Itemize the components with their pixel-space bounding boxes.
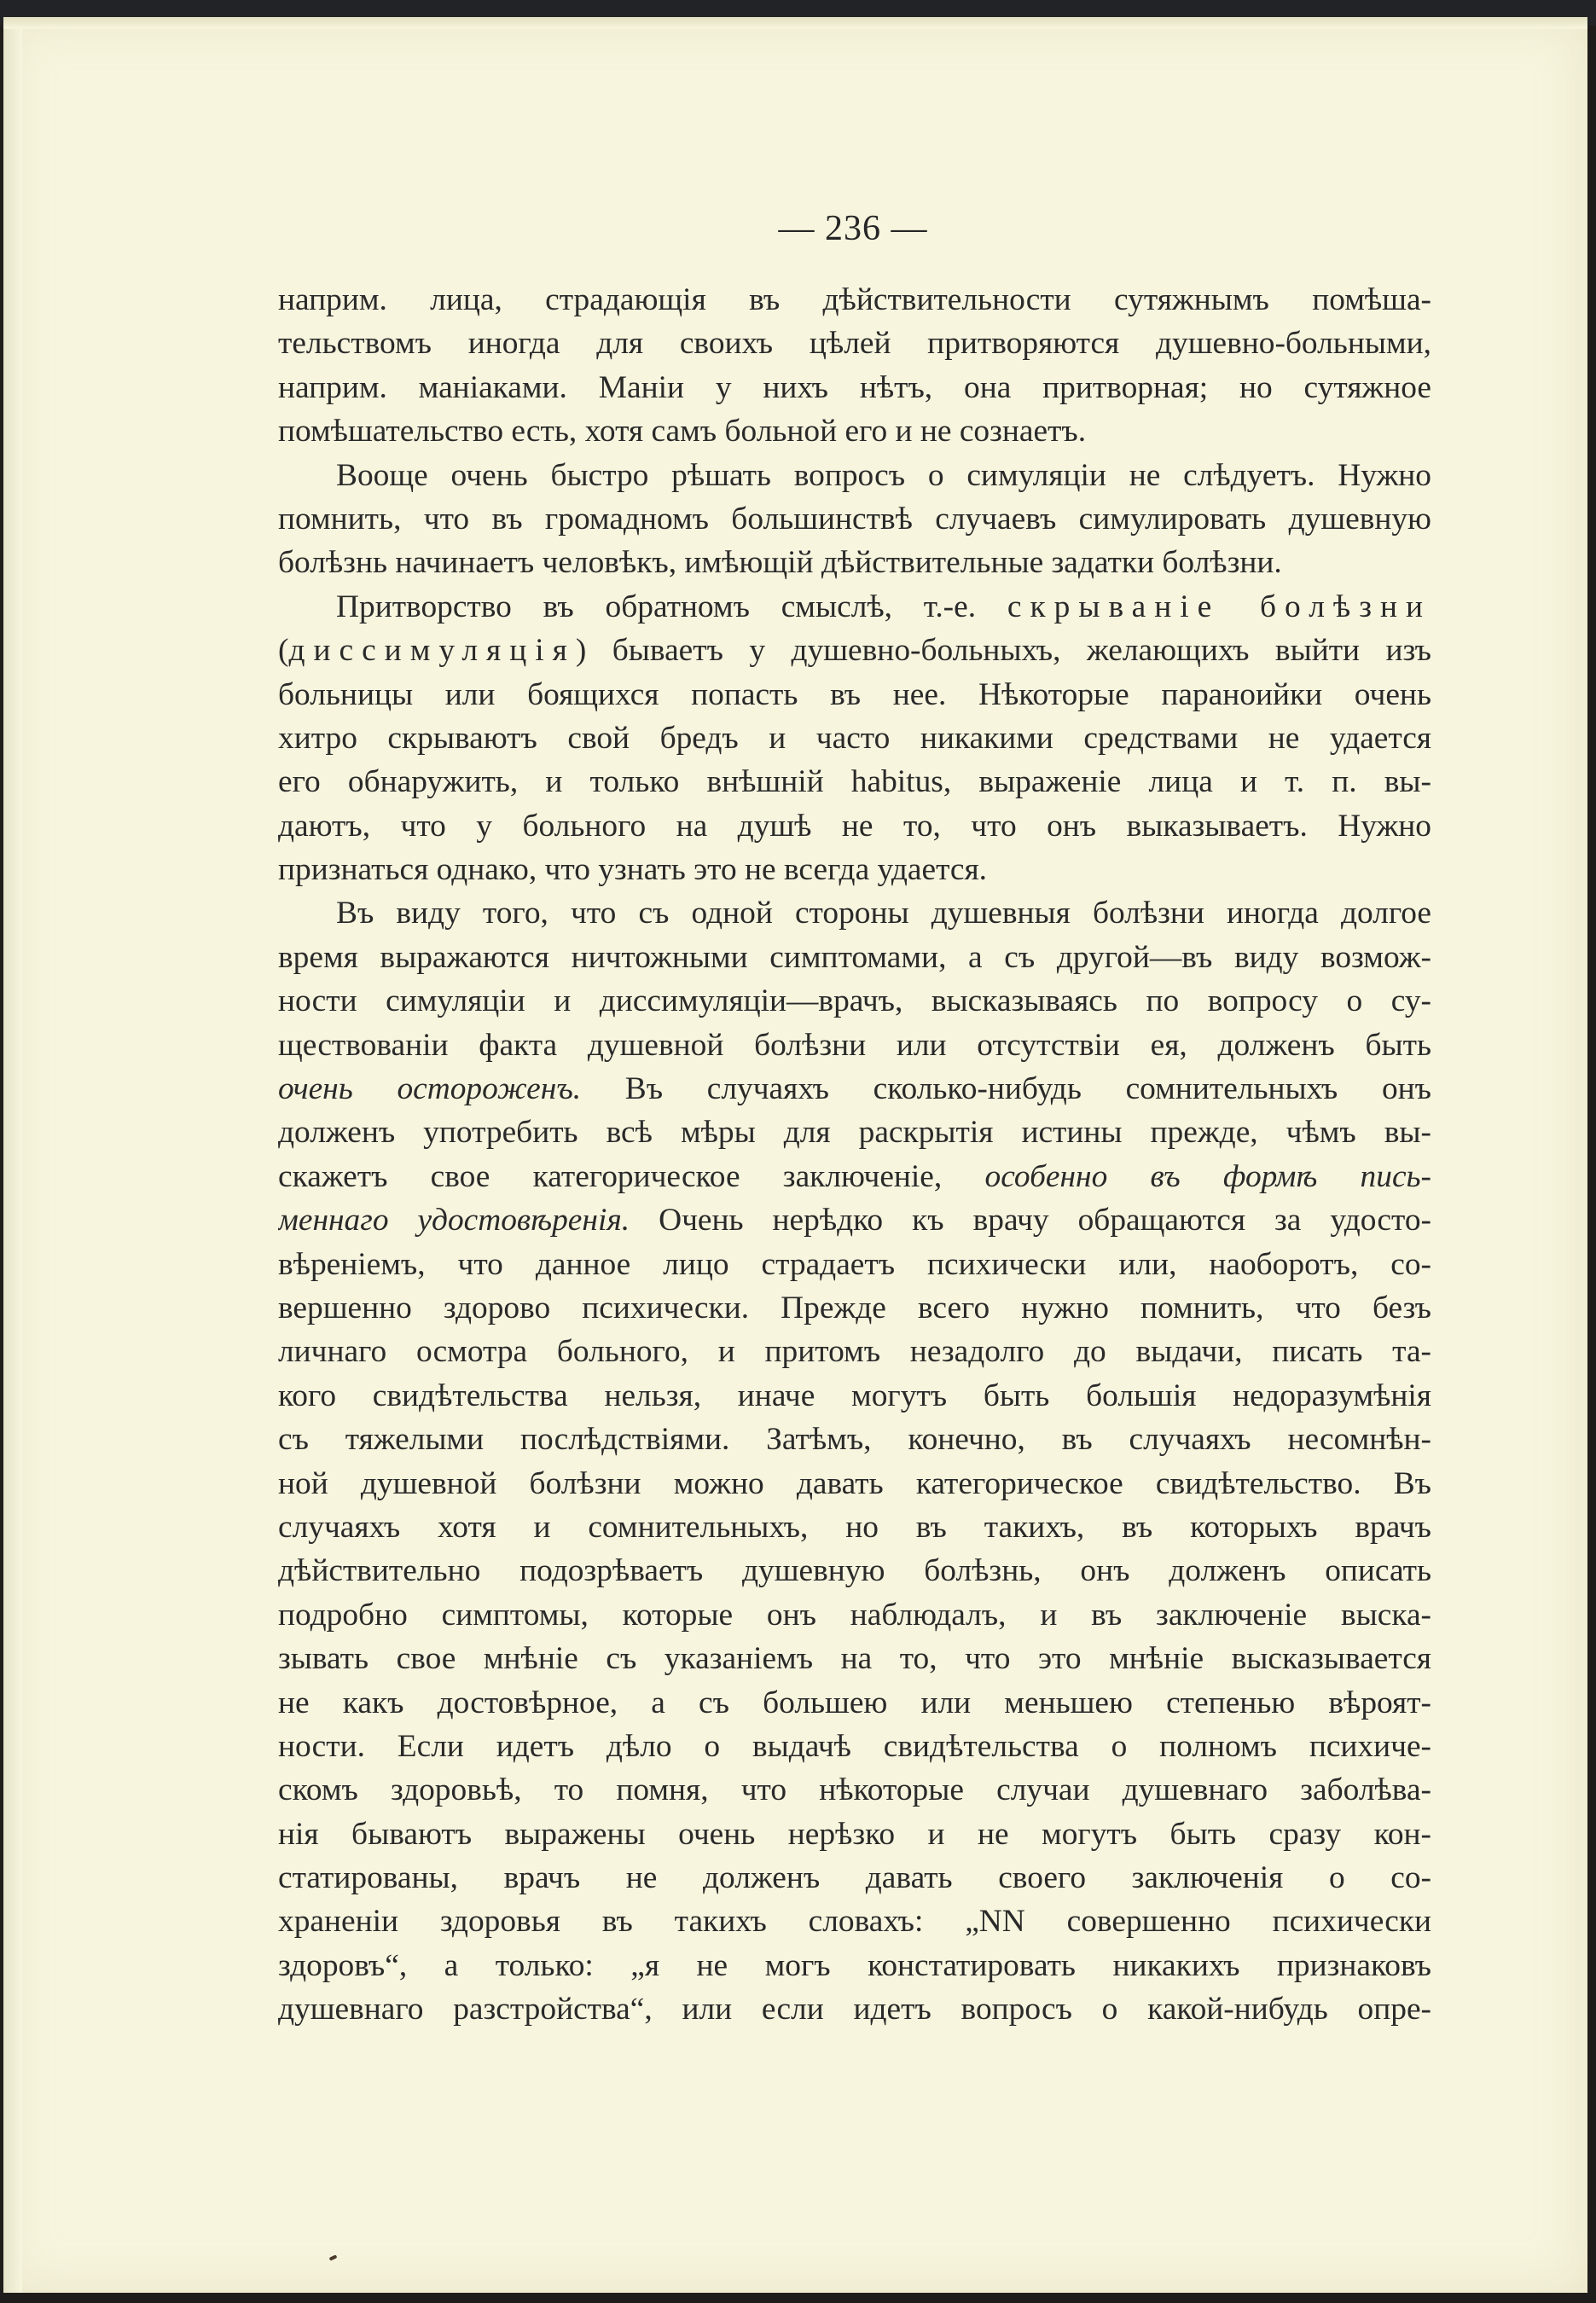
text-line <box>278 1505 1431 1549</box>
text-segment: кого свидѣтельства нельзя, иначе могутъ быть большія недоразумѣнія <box>278 1378 1431 1413</box>
text-segment: признаться однако, что узнать это не всегда удается. <box>278 852 988 888</box>
text-line <box>278 804 1431 848</box>
text-segment: дѣйствительно подозрѣваетъ душевную болѣзнь, онъ долженъ описать <box>278 1553 1431 1589</box>
italic-emphasis: очень остороженъ. <box>278 1071 582 1107</box>
text-segment: тельствомъ иногда для своихъ цѣлей притворяются душевно-больными, <box>278 326 1431 362</box>
text-segment: статированы, врачъ не долженъ давать своего заключенія о со- <box>278 1860 1431 1896</box>
text-segment: съ тяжелыми послѣдствіями. Затѣмъ, конечно, въ случаяхъ несомнѣн- <box>278 1422 1431 1458</box>
text-line <box>278 1243 1431 1286</box>
text-line <box>278 936 1431 979</box>
text-segment: не какъ достовѣрное, а съ большею или меньшею степенью вѣроят- <box>278 1685 1431 1720</box>
text-segment: подробно симптомы, которые онъ наблюдалъ, и въ заключеніе выска- <box>278 1597 1431 1633</box>
text-segment: зывать свое мнѣніе съ указаніемъ на то, что это мнѣніе высказывается <box>278 1641 1431 1677</box>
text-line <box>278 716 1431 760</box>
text-segment: ществованіи факта душевной болѣзни или отсутствіи ея, долженъ быть <box>278 1027 1431 1063</box>
text-segment: Вооще очень быстро рѣшать вопросъ о симуляціи не слѣдуетъ. Нужно <box>336 457 1431 493</box>
text-line <box>278 1374 1431 1418</box>
spaced-emphasis: скрываніе болѣзни <box>1007 589 1431 624</box>
text-line <box>278 1155 1431 1198</box>
text-segment: Въ виду того, что съ одной стороны душевныя болѣзни иногда долгое <box>336 896 1431 931</box>
page-number: — 236 — <box>778 209 928 248</box>
text-segment: его обнаружить, и только внѣшній habitus, выраженіе лица и т. п. вы- <box>278 764 1431 800</box>
text-line <box>278 1024 1431 1067</box>
text-line <box>278 322 1431 365</box>
text-line <box>278 409 1431 453</box>
text-line <box>278 1111 1431 1154</box>
text-line <box>278 366 1431 409</box>
text-segment: Притворство въ обратномъ смыслѣ, т.-е. <box>336 589 1007 624</box>
text-segment: помѣшательство есть, хотя самъ больной его и не сознаетъ. <box>278 414 1087 450</box>
text-line <box>278 497 1431 541</box>
page-edge-shadow-top <box>3 17 1587 29</box>
text-segment: Очень нерѣдко къ врачу обращаются за удосто- <box>630 1203 1431 1239</box>
text-line <box>278 760 1431 803</box>
text-line <box>278 1637 1431 1680</box>
text-line <box>278 1286 1431 1330</box>
italic-emphasis: меннаго удостовѣренія. <box>278 1203 630 1239</box>
text-line <box>278 629 1431 672</box>
text-segment: долженъ употребить всѣ мѣры для раскрытія истины прежде, чѣмъ вы- <box>278 1115 1431 1151</box>
text-segment: случаяхъ хотя и сомнительныхъ, но въ такихъ, въ которыхъ врачъ <box>278 1509 1431 1545</box>
text-segment: болѣзнь начинаетъ человѣкъ, имѣющій дѣйствительные задатки болѣзни. <box>278 545 1282 581</box>
text-line <box>278 1900 1431 1943</box>
text-segment: ности симуляціи и диссимуляціи—врачъ, высказываясь по вопросу о су- <box>278 983 1431 1019</box>
text-segment: личнаго осмотра больного, и притомъ незадолго до выдачи, писать та- <box>278 1334 1431 1370</box>
body-text <box>278 278 1431 2032</box>
text-segment: время выражаются ничтожными симптомами, а съ другой—въ виду возмож- <box>278 939 1431 975</box>
text-segment: ) бываетъ у душевно-больныхъ, желающихъ выйти изъ <box>575 633 1431 669</box>
text-line <box>278 1462 1431 1505</box>
text-line <box>278 1198 1431 1242</box>
text-line <box>278 454 1431 497</box>
text-segment: вершенно здорово психически. Прежде всего нужно помнить, что безъ <box>278 1290 1431 1326</box>
page-edge-shadow-left <box>3 17 22 2293</box>
text-segment: хитро скрываютъ свой бредъ и часто никакими средствами не удается <box>278 720 1431 756</box>
text-segment: нія бываютъ выражены очень нерѣзко и не могутъ быть сразу кон- <box>278 1816 1431 1852</box>
italic-emphasis: особенно въ формѣ пись- <box>984 1158 1431 1194</box>
text-segment: ной душевной болѣзни можно давать категорическое свидѣтельство. Въ <box>278 1465 1431 1501</box>
text-segment: скажетъ свое категорическое заключеніе, <box>278 1158 985 1194</box>
text-segment: ( <box>278 633 289 669</box>
text-segment: наприм. лица, страдающія въ дѣйствительности сутяжнымъ помѣша- <box>278 282 1431 317</box>
text-line <box>278 891 1431 935</box>
text-line <box>278 979 1431 1023</box>
text-line <box>278 278 1431 322</box>
text-line <box>278 1681 1431 1725</box>
text-line <box>278 848 1431 891</box>
text-line <box>278 585 1431 629</box>
text-line <box>278 1725 1431 1768</box>
text-segment: скомъ здоровьѣ, то помня, что нѣкоторые случаи душевнаго заболѣва- <box>278 1772 1431 1808</box>
text-segment: Въ случаяхъ сколько-нибудь сомнительныхъ онъ <box>581 1071 1431 1107</box>
text-line <box>278 1549 1431 1592</box>
text-segment: вѣреніемъ, что данное лицо страдаетъ психически или, наоборотъ, со- <box>278 1246 1431 1282</box>
text-line <box>278 541 1431 584</box>
text-segment: больницы или боящихся попасть въ нее. Нѣкоторые параноийки очень <box>278 676 1431 712</box>
text-segment: даютъ, что у больного на душѣ не то, что онъ выказываетъ. Нужно <box>278 808 1431 844</box>
text-line <box>278 1813 1431 1856</box>
text-line <box>278 1330 1431 1373</box>
text-segment: храненіи здоровья въ такихъ словахъ: „NN совершенно психически <box>278 1904 1431 1940</box>
text-line <box>278 1987 1431 2031</box>
text-line <box>278 1418 1431 1461</box>
text-line <box>278 1856 1431 1900</box>
text-segment: наприм. маніаками. Маніи у нихъ нѣтъ, она притворная; но сутяжное <box>278 369 1431 405</box>
text-line <box>278 1768 1431 1812</box>
spaced-emphasis: диссимуляція <box>288 633 576 669</box>
text-line <box>278 1067 1431 1111</box>
text-segment: помнить, что въ громадномъ большинствѣ случаевъ симулировать душевную <box>278 501 1431 537</box>
text-segment: ности. Если идетъ дѣло о выдачѣ свидѣтельства о полномъ психиче- <box>278 1728 1431 1764</box>
text-line <box>278 1593 1431 1637</box>
text-line <box>278 673 1431 716</box>
text-segment: здоровъ“, а только: „я не могъ констатировать никакихъ признаковъ <box>278 1947 1431 1983</box>
text-segment: душевнаго разстройства“, или если идетъ вопросъ о какой-нибудь опре- <box>278 1992 1431 2027</box>
text-line <box>278 1944 1431 1987</box>
